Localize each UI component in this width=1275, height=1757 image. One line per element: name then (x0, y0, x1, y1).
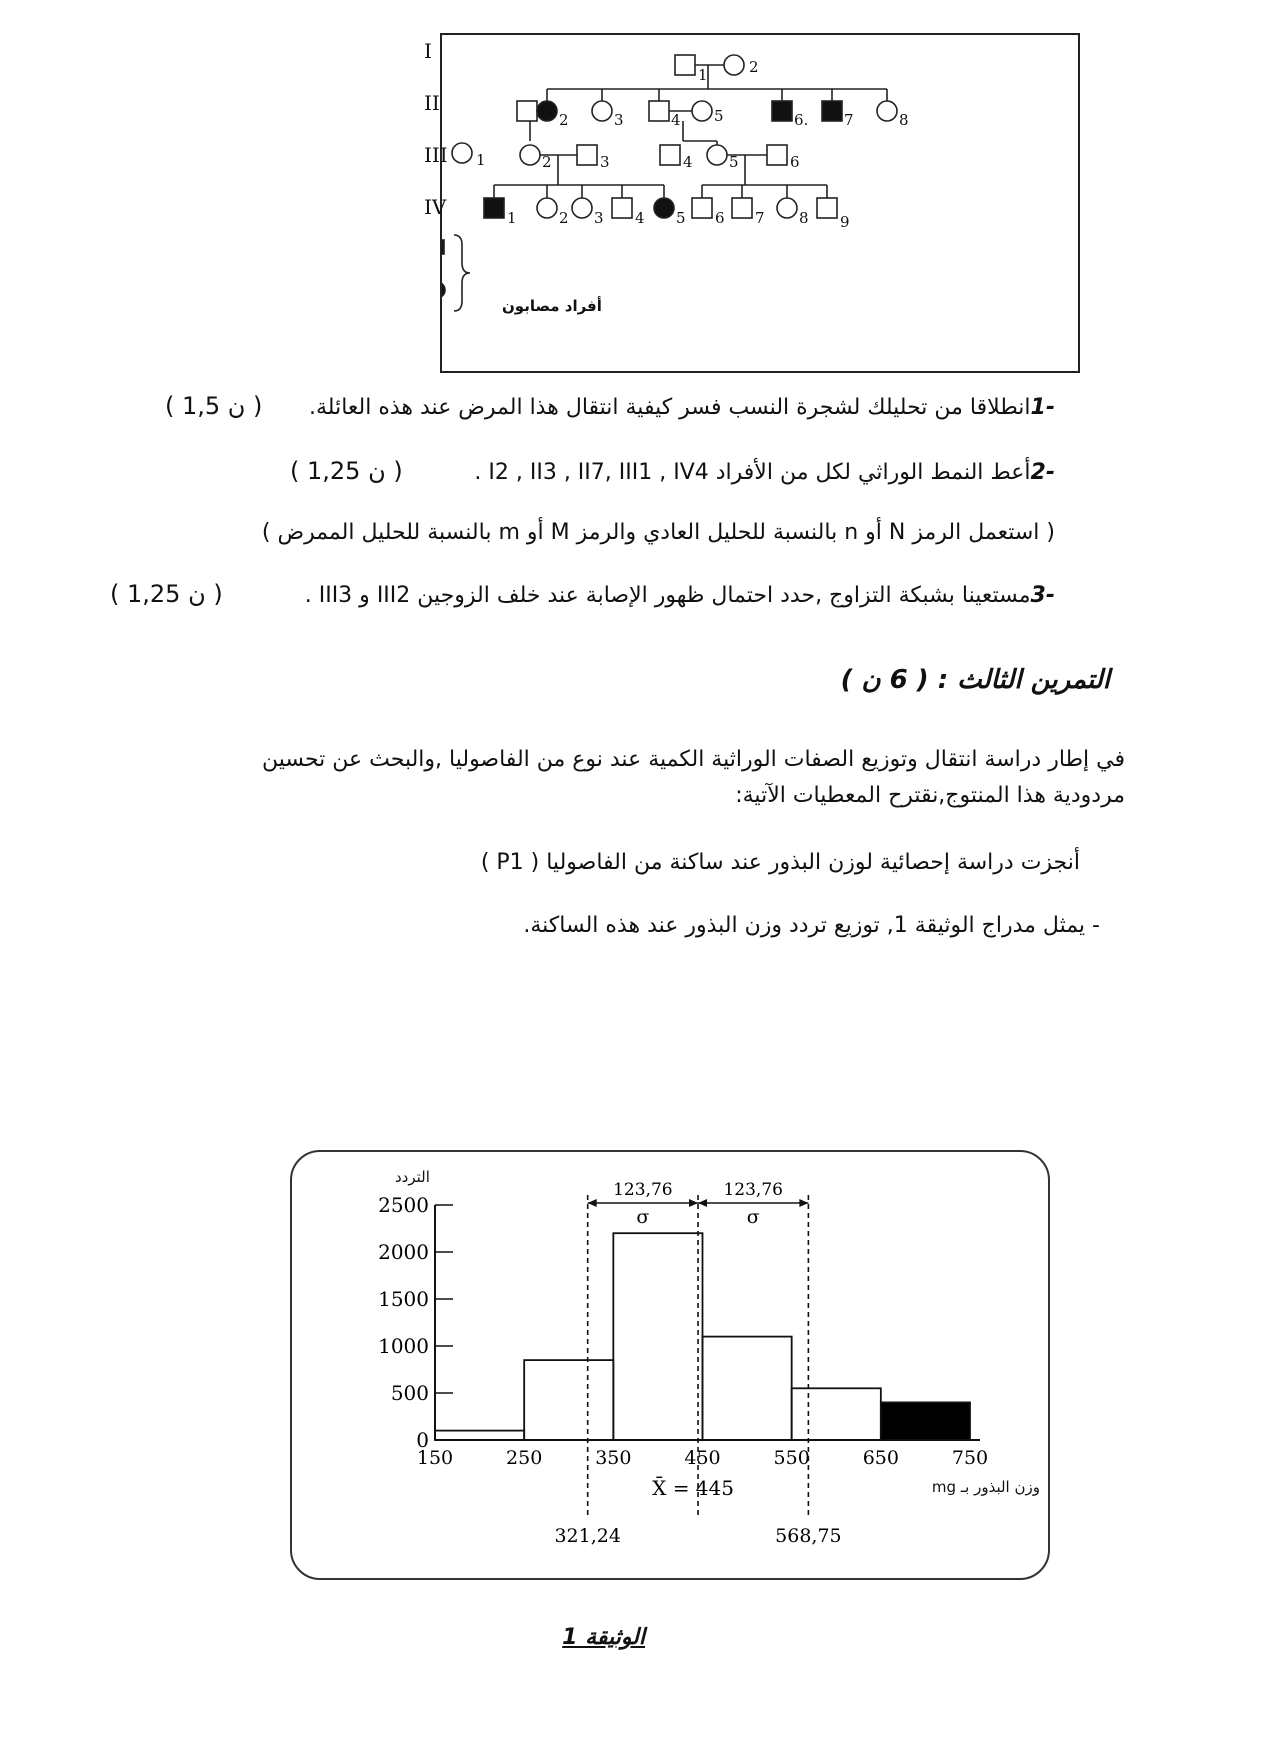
svg-text:6: 6 (790, 153, 800, 171)
y-tick-label: 1500 (378, 1287, 429, 1311)
svg-text:2: 2 (559, 111, 569, 129)
svg-text:9: 9 (840, 213, 850, 231)
generation-label-1: I (424, 39, 432, 63)
generation-label-4: IV (424, 195, 447, 219)
histogram-bar (613, 1233, 702, 1440)
histogram-bar (703, 1337, 792, 1440)
document-caption: الوثيقة 1 (562, 1625, 645, 1650)
question-3-points: ( 1,25 ن ) (110, 580, 223, 608)
svg-text:4: 4 (671, 111, 681, 129)
y-tick-label: 1000 (378, 1334, 429, 1358)
svg-text:3: 3 (594, 209, 604, 227)
pedigree-diagram (442, 35, 1078, 371)
svg-text:8: 8 (899, 111, 909, 129)
y-tick-label: 2500 (378, 1193, 429, 1217)
question-1-points: ( 1,5 ن ) (165, 392, 263, 420)
svg-text:6: 6 (715, 209, 725, 227)
svg-text:1: 1 (476, 151, 486, 169)
svg-text:2: 2 (559, 209, 569, 227)
svg-text:8: 8 (799, 209, 809, 227)
y-tick-label: 2000 (378, 1240, 429, 1264)
svg-text:5: 5 (714, 107, 724, 125)
legend-label: أفراد مصابون (502, 297, 602, 315)
y-tick-label: 500 (390, 1381, 429, 1405)
histogram-bar (881, 1402, 970, 1440)
y-tick-label: 0 (416, 1428, 429, 1452)
x-tick-label: 550 (773, 1447, 810, 1469)
svg-text:6.: 6. (794, 111, 809, 129)
sigma-symbol: σ (636, 1206, 650, 1228)
svg-text:2: 2 (749, 58, 759, 76)
svg-text:2: 2 (542, 153, 552, 171)
svg-text:3: 3 (600, 153, 610, 171)
exercise-line-1: أنجزت دراسة إحصائية لوزن البذور عند ساكنة من الفاصوليا ( P1 ) (480, 850, 1080, 875)
svg-text:5: 5 (676, 209, 686, 227)
exercise-title: التمرين الثالث : ( 6 ن ) (840, 665, 1110, 695)
arrow-head (799, 1199, 808, 1207)
histogram-bar (435, 1431, 524, 1440)
generation-label-3: III (424, 143, 448, 167)
mean-label: X̄ = 445 (652, 1476, 734, 1500)
svg-text:4: 4 (683, 153, 693, 171)
arrow-head (698, 1199, 707, 1207)
question-2: -2أعط النمط الوراثي لكل من الأفراد I2 , II3 , II7, III1 , IV4 . (474, 460, 1055, 485)
svg-text:7: 7 (755, 209, 765, 227)
question-3: -3مستعينا بشبكة التزاوج ,حدد احتمال ظهور الإصابة عند خلف الزوجين III2 و III3 . (304, 583, 1055, 608)
generation-label-2: II (424, 91, 440, 115)
x-tick-label: 350 (595, 1447, 632, 1469)
sigma-symbol: σ (746, 1206, 760, 1228)
svg-text:1: 1 (507, 209, 517, 227)
sigma-value-label: 123,76 (723, 1180, 783, 1200)
arrow-head (689, 1199, 698, 1207)
histogram-bar (792, 1388, 881, 1440)
svg-text:4: 4 (635, 209, 645, 227)
lower-bound-label: 321,24 (554, 1525, 621, 1547)
svg-text:1: 1 (698, 66, 708, 84)
histogram-chart (290, 1150, 1050, 1580)
exercise-intro: في إطار دراسة انتقال وتوزيع الصفات الوراثية الكمية عند نوع من الفاصوليا ,والبحث عن تحسين مردودية هذا المنتوج,نقترح المعطيات الآتية: (261, 747, 1125, 808)
question-1: -1انطلاقا من تحليلك لشجرة النسب فسر كيفية انتقال هذا المرض عند هذه العائلة. (309, 395, 1055, 420)
sigma-value-label: 123,76 (613, 1180, 673, 1200)
x-tick-label: 150 (416, 1447, 454, 1469)
question-2-points: ( 1,25 ن ) (290, 457, 403, 485)
svg-text:7: 7 (844, 111, 854, 129)
svg-text:5: 5 (729, 153, 739, 171)
x-axis-label: وزن البذور بـ mg (931, 1478, 1040, 1496)
exercise-line-2: - يمثل مدراج الوثيقة 1, توزيع تردد وزن البذور عند هذه الساكنة. (523, 913, 1100, 938)
allele-notation-note: ( استعمل الرمز N أو n بالنسبة للحليل العادي والرمز M أو m بالنسبة للحليل الممرض ) (261, 520, 1055, 545)
upper-bound-label: 568,75 (775, 1525, 842, 1547)
arrow-head (588, 1199, 597, 1207)
x-tick-label: 750 (951, 1447, 989, 1469)
x-tick-label: 450 (684, 1447, 721, 1469)
x-tick-label: 250 (506, 1447, 543, 1469)
histogram-bar (524, 1360, 613, 1440)
svg-text:1: 1 (537, 103, 547, 121)
y-axis-label: التردد (395, 1168, 430, 1186)
pedigree-frame (424, 33, 1080, 373)
x-tick-label: 650 (862, 1447, 899, 1469)
svg-text:3: 3 (614, 111, 624, 129)
